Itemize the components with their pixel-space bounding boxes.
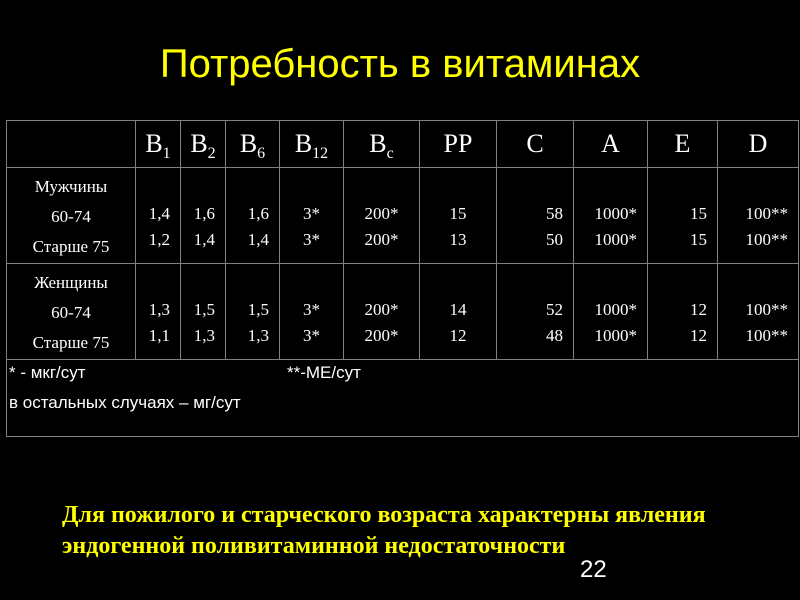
conclusion-text: Для пожилого и старческого возраста характерны явления эндогенной поливитаминной недостаточности xyxy=(62,502,706,559)
value-cell-c: 58 50 xyxy=(497,168,574,264)
note-other: в остальных случаях – мг/сут xyxy=(9,393,241,412)
value-cell-b2: 1,6 1,4 xyxy=(181,168,226,264)
note-mcg: * - мкг/сут xyxy=(9,363,86,382)
value-cell-e: 15 15 xyxy=(648,168,718,264)
header-row xyxy=(7,121,799,168)
value-cell-b12: 3* 3* xyxy=(280,264,344,360)
value-cell-d: 100** 100** xyxy=(718,168,799,264)
value-cell-b1: 1,4 1,2 xyxy=(136,168,181,264)
header-bc: $B_c$ xyxy=(344,121,420,168)
note-me: **-МЕ/сут xyxy=(287,363,361,382)
age-range: Старше 75 xyxy=(32,237,110,256)
slide-title: Потребность в витаминах xyxy=(159,42,641,86)
group-label-women xyxy=(7,264,136,360)
value-cell-a: 1000* 1000* xyxy=(574,168,648,264)
value-cell-pp: 14 12 xyxy=(420,264,497,360)
vitamin-table xyxy=(6,120,799,437)
group-label-men xyxy=(7,168,136,264)
table-row-men xyxy=(7,168,799,264)
value-cell-a: 1000* 1000* xyxy=(574,264,648,360)
header-a: A xyxy=(574,121,648,168)
page-number: 22 xyxy=(580,556,607,583)
header-b2: $B_2$ xyxy=(181,121,226,168)
age-range: 60-74 xyxy=(51,207,91,226)
header-b6: $B_6$ xyxy=(226,121,280,168)
value-cell-d: 100** 100** xyxy=(718,264,799,360)
value-cell-bc: 200* 200* xyxy=(344,264,420,360)
value-cell-e: 12 12 xyxy=(648,264,718,360)
age-range: Старше 75 xyxy=(32,333,110,352)
age-range: 60-74 xyxy=(51,303,91,322)
group-name: Женщины xyxy=(34,273,108,292)
value-cell-b2: 1,5 1,3 xyxy=(181,264,226,360)
notes-cell xyxy=(7,360,799,437)
header-pp: PP xyxy=(420,121,497,168)
header-empty xyxy=(7,121,136,168)
header-e: E xyxy=(648,121,718,168)
notes-row xyxy=(7,360,799,437)
value-cell-b6: 1,5 1,3 xyxy=(226,264,280,360)
value-cell-pp: 15 13 xyxy=(420,168,497,264)
header-b1: $B_1$ xyxy=(136,121,181,168)
value-cell-b1: 1,3 1,1 xyxy=(136,264,181,360)
header-d: D xyxy=(718,121,799,168)
header-c: C xyxy=(497,121,574,168)
group-name: Мужчины xyxy=(34,177,108,196)
value-cell-b12: 3* 3* xyxy=(280,168,344,264)
value-cell-c: 52 48 xyxy=(497,264,574,360)
value-cell-bc: 200* 200* xyxy=(344,168,420,264)
table-row-women xyxy=(7,264,799,360)
header-b12: $B_{12}$ xyxy=(280,121,344,168)
value-cell-b6: 1,6 1,4 xyxy=(226,168,280,264)
